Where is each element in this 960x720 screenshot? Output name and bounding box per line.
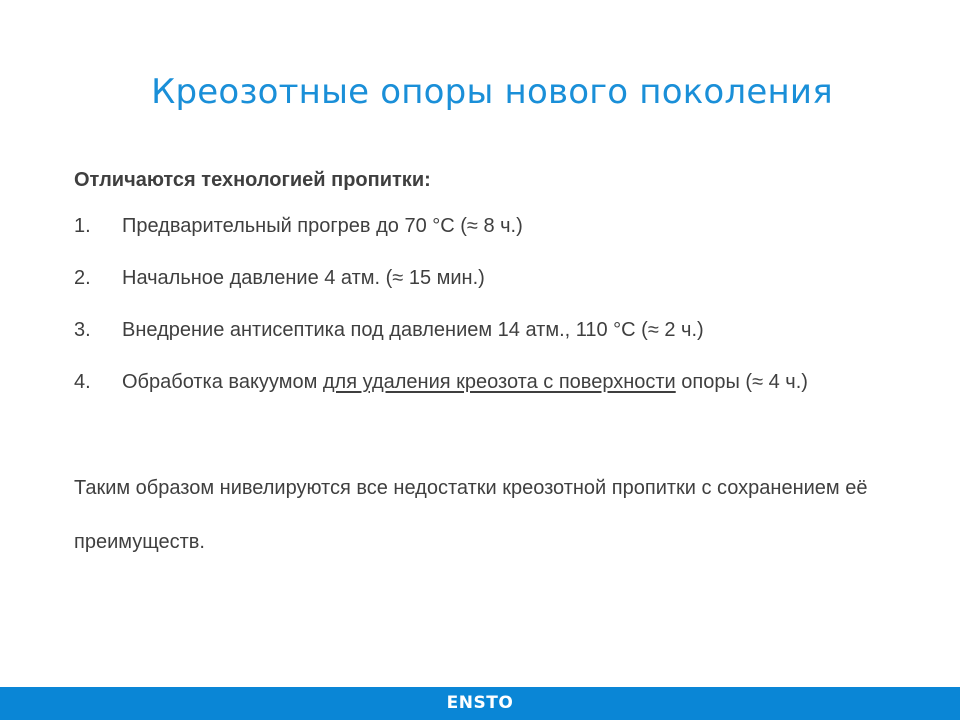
conclusion-text: Таким образом нивелируются все недостатки креозотной пропитки с сохранением её преимуществ. <box>74 477 868 553</box>
step-number: 4. <box>74 371 91 393</box>
step-text-before: Обработка вакуумом <box>122 371 323 393</box>
step-text <box>122 356 904 408</box>
list-item <box>74 356 904 408</box>
slide-content <box>74 160 904 569</box>
step-number: 3. <box>74 319 91 341</box>
list-item <box>74 200 904 252</box>
list-item <box>74 304 904 356</box>
intro-text: Отличаются технологией пропитки: <box>74 169 431 191</box>
process-steps-list <box>74 200 904 408</box>
step-text: Начальное давление 4 атм. (≈ 15 мин.) <box>122 267 485 289</box>
step-text: Предварительный прогрев до 70 °С (≈ 8 ч.) <box>122 215 523 237</box>
list-item <box>74 252 904 304</box>
step-text-underlined: для удаления креозота с поверхности <box>322 371 676 393</box>
footer-bar <box>0 687 960 720</box>
step-text-after: опоры (≈ 4 ч.) <box>675 371 808 393</box>
ensto-logo: ENSTO <box>446 693 514 713</box>
slide-title: Креозотные опоры нового поколения <box>151 72 833 112</box>
step-text: Внедрение антисептика под давлением 14 атм., 110 °С (≈ 2 ч.) <box>122 319 704 341</box>
step-number: 2. <box>74 267 91 289</box>
step-number: 1. <box>74 215 91 237</box>
